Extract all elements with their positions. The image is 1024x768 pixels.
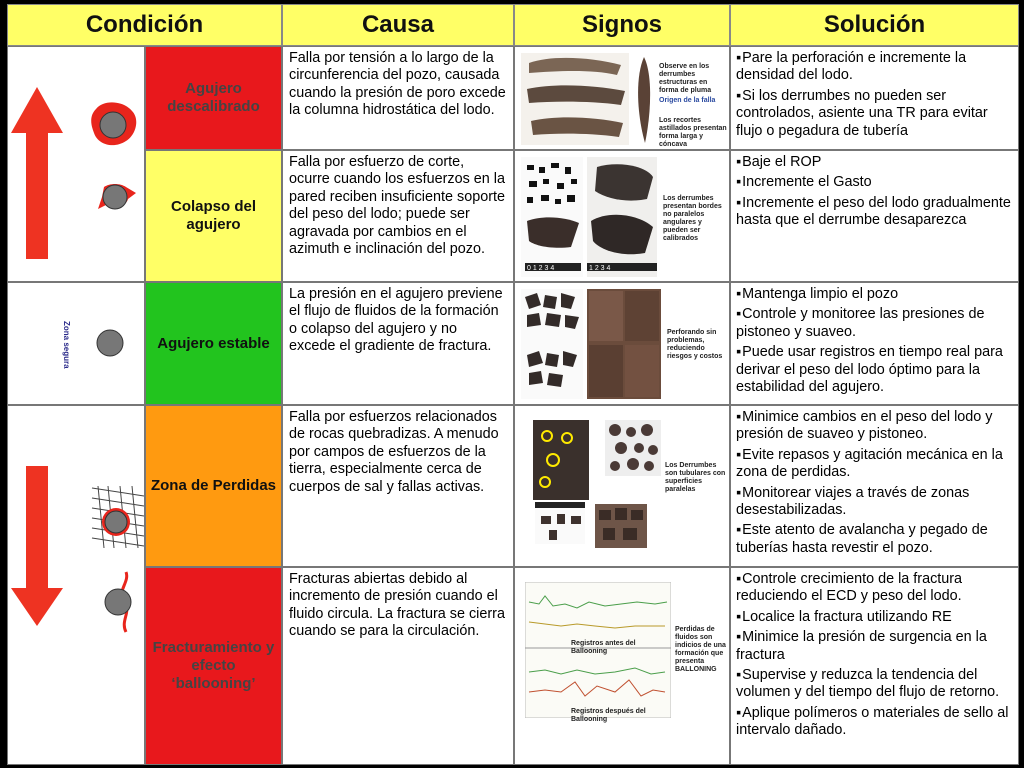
condition-label: Fracturamiento y efecto ‘ballooning’	[152, 639, 275, 692]
solution-cell	[730, 282, 1019, 405]
solution-item: ▪ Este atento de avalancha y pegado de tuberías hasta revestir el pozo.	[736, 522, 1013, 557]
header-condicion: Condición	[7, 4, 282, 46]
hole-circle	[103, 185, 127, 209]
signs-cell	[514, 567, 730, 765]
solution-item: ▪ Si los derrumbes no pueden ser controlados, asiente una TR para evitar flujo o pegadura de tubería	[736, 88, 1013, 140]
left-illustration-top	[7, 46, 145, 282]
cause-cell: Falla por esfuerzos relacionados de rocas quebradizas. A menudo por campos de esfuerzos de la tierra, especialmente cerca de cuerpos de sal y fallas activas.	[282, 405, 514, 567]
condition-cell	[145, 405, 282, 567]
solution-cell	[730, 567, 1019, 765]
header-signos: Signos	[514, 4, 730, 46]
solution-item: ▪ Minimice cambios en el peso del lodo y presión de suaveo y pistoneo.	[736, 409, 1013, 444]
cuttings-photo	[521, 157, 583, 277]
zone-label: Zona segura	[62, 321, 71, 369]
solution-item: ▪ Controle y monitoree las presiones de pistoneo y suaveo.	[736, 306, 1013, 341]
hole-circle	[97, 330, 123, 356]
solution-item: ▪ Puede usar registros en tiempo real para derivar el peso del lodo óptimo para la estabilidad del agujero.	[736, 344, 1013, 396]
signs-cell	[514, 405, 730, 567]
header-solucion: Solución	[730, 4, 1019, 46]
hole-circle	[100, 112, 126, 138]
sign-note: Perforando sin problemas, reduciendo riesgos y costos	[667, 329, 723, 360]
solution-item: ▪ Minimice la presión de surgencia en la fractura	[736, 629, 1013, 664]
solution-item: ▪ Localice la fractura utilizando RE	[736, 609, 1013, 626]
svg-text:1 2 3 4: 1 2 3 4	[589, 265, 611, 272]
sign-note: Los derrumbes presentan bordes no paralelos angulares y pueden ser calibrados	[663, 195, 722, 242]
condition-label: Agujero descalibrado	[167, 80, 260, 115]
solution-item: ▪ Aplique polímeros o materiales de sello al intervalo dañado.	[736, 705, 1013, 740]
cause-cell: Fracturas abiertas debido al incremento de presión cuando el fluido circula. La fractura se cierra cuando se para la circulación.	[282, 567, 514, 765]
rock-photo	[521, 53, 629, 145]
cuttings-photo	[521, 289, 583, 399]
solution-item: ▪ Incremente el peso del lodo gradualmente hasta que el derrumbe desaparezca	[736, 195, 1013, 230]
solution-item: ▪ Mantenga limpio el pozo	[736, 286, 1013, 303]
cause-cell: La presión en el agujero previene el flujo de fluidos de la formación o colapso del agujero y no excede el gradiente de fractura.	[282, 282, 514, 405]
condition-label: Agujero estable	[157, 334, 270, 352]
left-illustration-bottom	[7, 405, 145, 765]
condition-cell	[145, 567, 282, 765]
condition-cell	[145, 46, 282, 150]
condition-label: Zona de Perdidas	[150, 477, 277, 494]
sign-note: Origen de la falla	[659, 97, 716, 104]
hole-circle	[105, 589, 131, 615]
signs-cell	[514, 282, 730, 405]
signs-cell	[514, 150, 730, 282]
rubble-photo	[605, 420, 661, 476]
sign-note: Registros antes del Ballooning	[571, 640, 636, 655]
signs-cell	[514, 46, 730, 150]
sign-note: Observe en los derrumbes estructuras en forma de pluma	[659, 63, 712, 94]
solution-cell	[730, 150, 1019, 282]
cuttings-photo	[535, 502, 585, 544]
solution-cell	[730, 46, 1019, 150]
tiles-photo	[587, 289, 661, 399]
solution-item: ▪ Pare la perforación e incremente la densidad del lodo.	[736, 50, 1013, 85]
core-photo	[533, 420, 589, 500]
condition-cell	[145, 282, 282, 405]
left-illustration-mid	[7, 282, 145, 405]
header-causa: Causa	[282, 4, 514, 46]
solution-item: ▪ Incremente el Gasto	[736, 174, 1013, 191]
feather-cutting-icon	[633, 55, 655, 145]
hole-circle	[105, 511, 127, 533]
solution-item: ▪ Controle crecimiento de la fractura reduciendo el ECD y peso del lodo.	[736, 571, 1013, 606]
solution-item: ▪ Evite repasos y agitación mecánica en la zona de perdidas.	[736, 447, 1013, 482]
condition-cell	[145, 150, 282, 282]
svg-text:0 1 2 3 4: 0 1 2 3 4	[527, 265, 555, 272]
sign-note: Registros después del Ballooning	[571, 708, 646, 723]
solution-cell	[730, 405, 1019, 567]
arrow-down-icon	[8, 406, 144, 764]
solution-item: ▪ Supervise y reduzca la tendencia del volumen y del tiempo del flujo de retorno.	[736, 667, 1013, 702]
sign-note: Los Derrumbes son tubulares con superficies paralelas	[665, 462, 726, 493]
cuttings-photo	[595, 504, 647, 548]
sign-note: Perdidas de fluidos son indicios de una formación que presenta BALLONING	[675, 626, 726, 673]
cause-cell: Falla por esfuerzo de corte, ocurre cuando los esfuerzos en la pared reciben insuficiente soporte del peso del lodo; puede ser agravada por cambios en el azimuth e inclinación del pozo.	[282, 150, 514, 282]
cause-cell: Falla por tensión a lo largo de la circunferencia del pozo, causada cuando la presión de poro excede la columna hidrostática del lodo.	[282, 46, 514, 150]
derrumbe-photo	[587, 157, 657, 277]
condition-table	[7, 4, 1019, 765]
condition-label: Colapso del agujero	[170, 198, 256, 233]
sign-note: Los recortes astillados presentan forma larga y cóncava	[659, 117, 727, 148]
arrow-up-icon	[8, 47, 144, 281]
solution-item: ▪ Monitorear viajes a través de zonas desestabilizadas.	[736, 485, 1013, 520]
solution-item: ▪ Baje el ROP	[736, 154, 1013, 171]
